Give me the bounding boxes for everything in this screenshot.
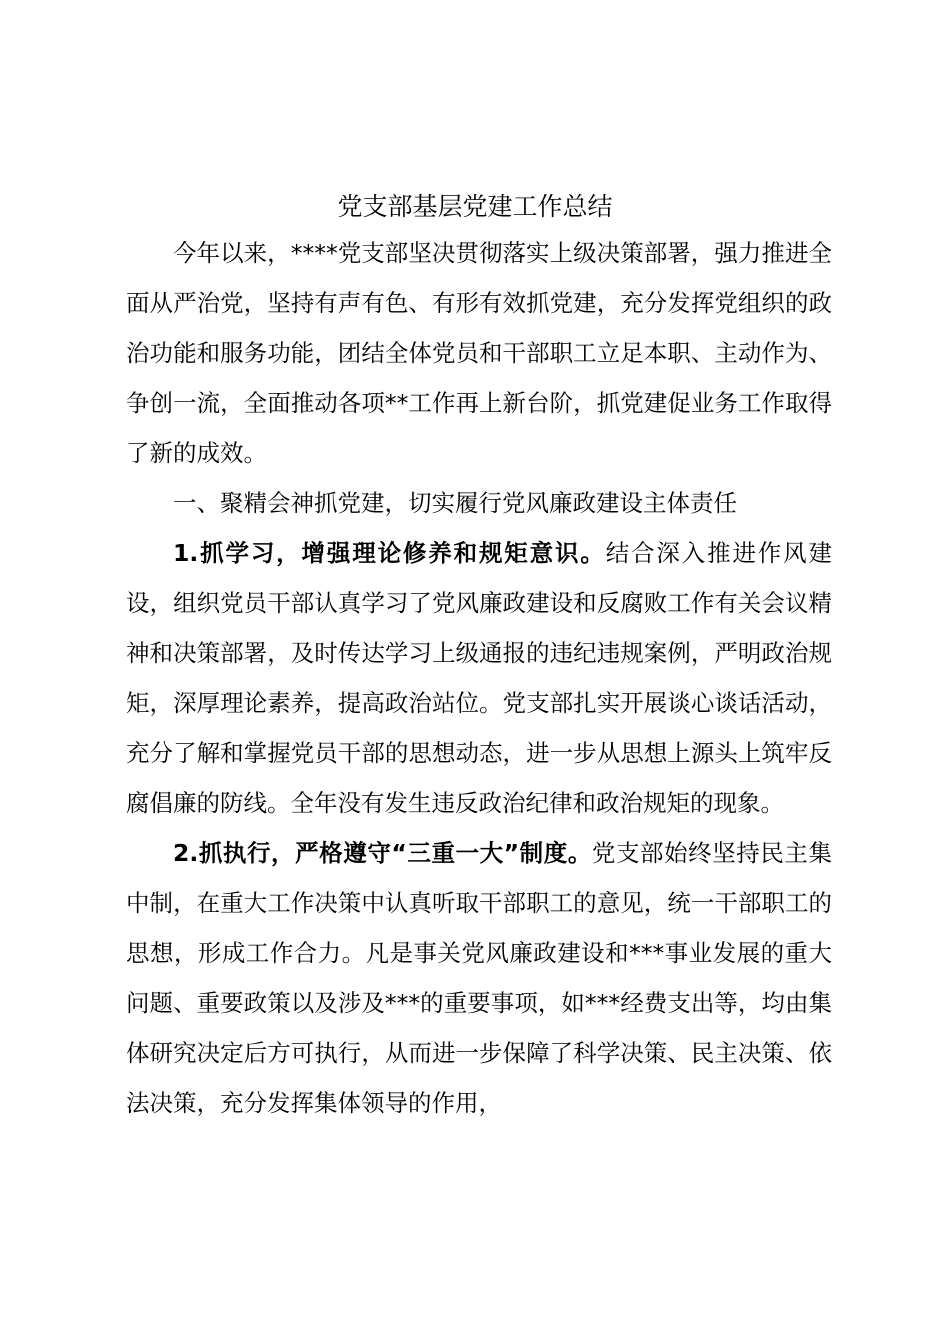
section-heading: 一、聚精会神抓党建，切实履行党风廉政建设主体责任 [173, 489, 737, 517]
item-1-text: 结合深入推进作风建设，组织党员干部认真学习了党风廉政建设和反腐败工作有关会议精神和决策部署，及时传达学习上级通报的违纪违规案例，严明政治规矩，深厚理论素养，提高政治站位。党支部扎实开展谈心谈话活动，充分了解和掌握党员干部的思想动态，进一步从思想上源头上筑牢反腐倡廉的防线。全年没有发生违反政治纪律和政治规矩的现象。 [126, 539, 833, 817]
document-title: 党支部基层党建工作总结 [337, 192, 613, 221]
document-body [126, 228, 832, 1128]
item-2-lead: 2.抓执行，严格遵守“三重一大”制度。 [173, 839, 592, 867]
item-1-lead: 1.抓学习，增强理论修养和规矩意识。 [173, 539, 606, 567]
item-1-paragraph [126, 528, 832, 828]
item-2-text: 党支部始终坚持民主集中制，在重大工作决策中认真听取干部职工的意见，统一干部职工的思想，形成工作合力。凡是事关党风廉政建设和***事业发展的重大问题、重要政策以及涉及***的重要事项，如***经费支出等，均由集体研究决定后方可执行，从而进一步保障了科学决策、民主决策、依法决策，充分发挥集体领导的作用， [126, 839, 832, 1117]
item-2-paragraph [126, 828, 832, 1128]
intro-paragraph: 今年以来，****党支部坚决贯彻落实上级决策部署，强力推进全面从严治党，坚持有声有色、有形有效抓党建，充分发挥党组织的政治功能和服务功能，团结全体党员和干部职工立足本职、主动作为、争创一流，全面推动各项**工作再上新台阶，抓党建促业务工作取得了新的成效。 [126, 239, 832, 467]
